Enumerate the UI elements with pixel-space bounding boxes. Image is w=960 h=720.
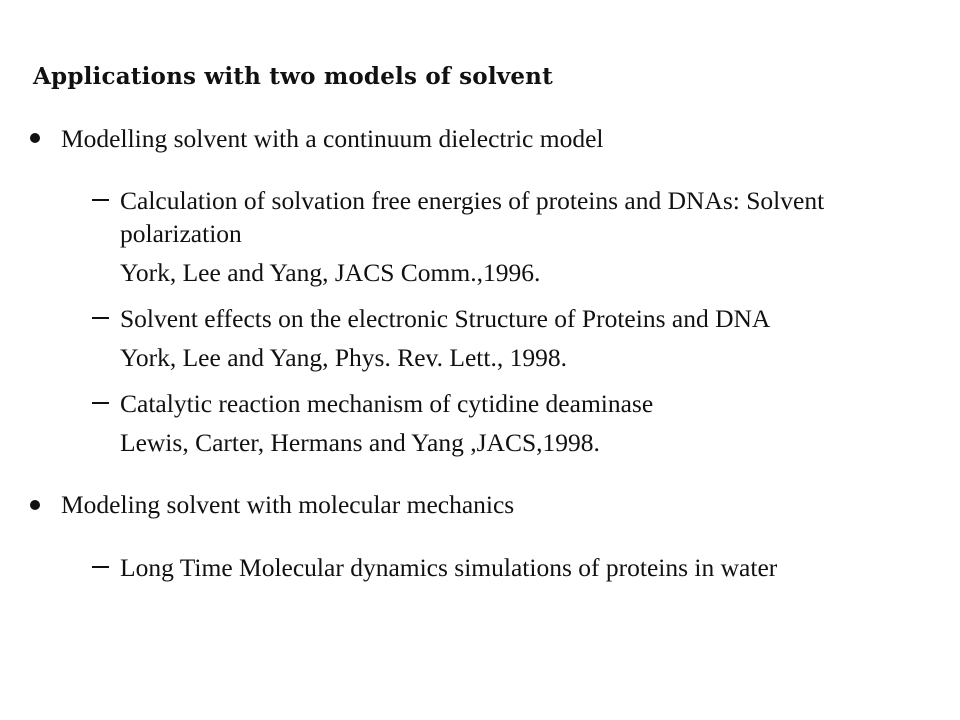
bullet-icon (30, 133, 40, 143)
item-text: polarization (120, 219, 242, 248)
section-heading: Modeling solvent with molecular mechanics (61, 490, 515, 519)
dash-icon (92, 566, 109, 568)
item-text: Calculation of solvation free energies of proteins and DNAs: Solvent (120, 186, 825, 215)
dash-icon (92, 317, 109, 319)
dash-icon (92, 199, 109, 201)
bullet-icon (30, 500, 40, 510)
slide-title: Applications with two models of solvent (33, 63, 553, 90)
item-text: Catalytic reaction mechanism of cytidine deaminase (120, 389, 654, 418)
item-text: Long Time Molecular dynamics simulations of proteins in water (120, 553, 778, 582)
item-reference: Lewis, Carter, Hermans and Yang ,JACS,1998. (120, 428, 600, 457)
item-reference: York, Lee and Yang, Phys. Rev. Lett., 1998. (120, 343, 567, 372)
dash-icon (92, 402, 109, 404)
section-heading: Modelling solvent with a continuum dielectric model (61, 124, 604, 153)
item-reference: York, Lee and Yang, JACS Comm.,1996. (120, 258, 541, 287)
item-text: Solvent effects on the electronic Structure of Proteins and DNA (120, 304, 771, 333)
